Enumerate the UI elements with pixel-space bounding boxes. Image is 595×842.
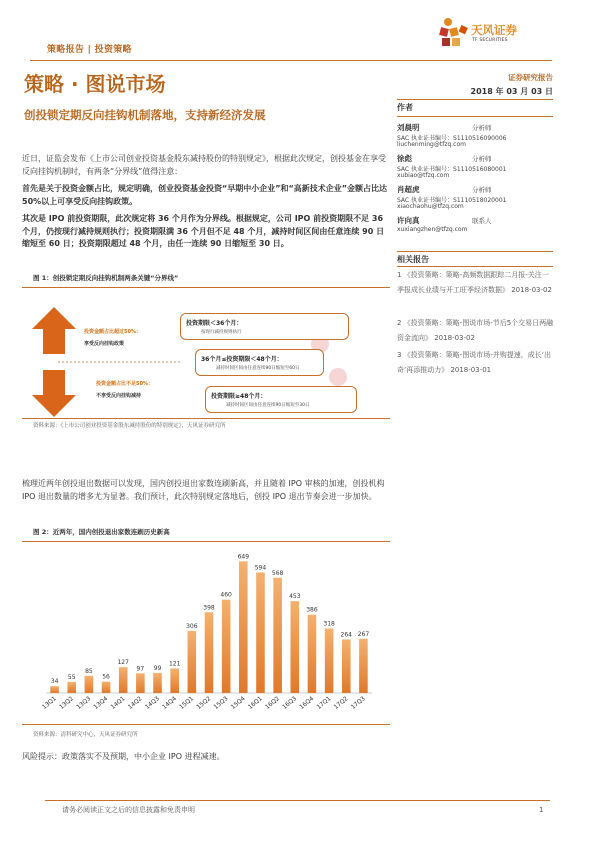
bar-value-label: 649	[237, 553, 250, 561]
bar-value-label: 85	[85, 667, 93, 675]
authors-divider-bottom	[397, 116, 553, 117]
down-label-line1: 投资金额占比不足50%：	[96, 381, 153, 387]
bar-value-label: 127	[117, 659, 129, 667]
bar	[273, 578, 282, 693]
bar-value-label: 318	[323, 620, 335, 628]
bar	[325, 628, 334, 693]
bar-value-label: 121	[168, 660, 181, 668]
bar	[85, 676, 94, 693]
related-report-link[interactable]: 3 《投资策略：策略-图说市场-并购提速，成长‘出奇’再添推动力》 2018-03-01	[397, 351, 551, 374]
bar-value-label: 398	[203, 604, 215, 612]
x-tick-label: 13Q3	[75, 695, 93, 711]
author-email[interactable]: liuchenming@tfzq.com	[397, 141, 466, 148]
bar	[188, 631, 197, 693]
authors-heading: 作者	[397, 103, 413, 112]
x-tick-label: 17Q1	[315, 695, 333, 711]
bar-value-label: 97	[136, 665, 145, 673]
author-email[interactable]: xuxiangzhen@tfzq.com	[397, 226, 468, 233]
body-paragraph-bold: 其次是 IPO 前投资期限，此次规定将 36 个月作为分界线。根据规定，公司 IPO 前投资期限不足 36 个月，仍按现行减持规则执行；投资期限满 36 个月但不足 48 个月，减持时间区间由任意连续 90 日缩短至 60 日；投资期限超过 48 个月，由任一连续 90 日缩短至 30 日。	[22, 214, 385, 248]
x-tick-label: 13Q1	[40, 695, 58, 711]
period-box-under-36	[180, 313, 349, 340]
x-tick-label: 14Q3	[143, 695, 161, 711]
box-title: 36个月≤投资期限＜48个月：	[201, 356, 283, 363]
related-divider-bottom	[397, 266, 553, 267]
bar	[136, 673, 145, 693]
period-box-36-48	[195, 349, 324, 376]
arrow-up-icon	[32, 307, 76, 354]
bar-value-label: 267	[357, 630, 370, 638]
bar-value-label: 264	[340, 631, 352, 639]
bar	[205, 612, 214, 693]
bar	[342, 639, 351, 693]
x-tick-label: 17Q3	[349, 695, 367, 711]
x-tick-label: 15Q2	[195, 695, 213, 711]
author-name: 许向真	[397, 216, 420, 225]
author-name: 肖超虎	[397, 185, 420, 194]
bar-value-label: 594	[254, 564, 267, 572]
page-number: 1	[539, 806, 544, 814]
bar	[359, 639, 368, 693]
bar	[256, 573, 265, 693]
author-role: 分析师	[472, 186, 492, 194]
author-cert: SAC 执业证书编号：S1110516080001	[397, 166, 507, 173]
author-role: 分析师	[472, 155, 492, 163]
body-paragraph-bold: 首先是关于投资金额占比，规定明确，创业投资基金投资“早期中小企业”和“高新技术企业”金额占比达 50%以上可享受反向挂钩政策。	[22, 184, 388, 206]
author-email[interactable]: xiaochaohu@tfzq.com	[397, 203, 464, 210]
author-name: 刘晨明	[397, 123, 420, 132]
bar	[153, 673, 162, 693]
bar-value-label: 34	[50, 678, 59, 686]
header-divider	[30, 60, 552, 61]
bar-value-label: 56	[102, 673, 110, 681]
box-title: 投资期限≥48个月：	[211, 393, 267, 400]
author-name: 徐彪	[397, 154, 412, 163]
x-tick-label: 15Q1	[178, 695, 196, 711]
up-label-line1: 投资金额占比超过50%：	[84, 329, 141, 335]
logo-english-name: TF SECURITIES	[472, 38, 508, 43]
x-tick-label: 16Q4	[298, 695, 316, 711]
figure2-source: 资料来源：清科研究中心，天风证券研究所	[33, 732, 138, 738]
body-paragraph: 近日，证监会发布《上市公司创业投资基金股东减持股份的特别规定》，根据此次规定，创投基金在享受反向挂钩机制时，有两条“分界线”值得注意：	[22, 154, 386, 176]
arrow-down-icon	[32, 370, 76, 417]
bar	[119, 667, 128, 693]
author-role: 联系人	[472, 217, 492, 225]
author-email[interactable]: xubiao@tfzq.com	[397, 172, 450, 179]
period-box-over-48	[205, 386, 357, 413]
x-tick-label: 15Q3	[212, 695, 230, 711]
bar-value-label: 386	[306, 606, 318, 614]
box-subtitle: 按现行减持规则执行	[201, 330, 242, 335]
bar	[291, 601, 300, 693]
body-paragraph: 梳理近两年创投退出数据可以发现，国内创投退出家数连刷新高，并且随着 IPO 审核的加速，创投机构 IPO 退出数量的增多尤为显著。我们预计，此次特别规定落地后，创投 IPO 退出节奏会进一步加快。	[22, 479, 385, 501]
x-tick-label: 13Q4	[92, 695, 110, 711]
bar-value-label: 306	[186, 622, 198, 630]
bar-value-label: 99	[153, 664, 162, 672]
report-date: 2018 年 03 月 03 日	[470, 87, 553, 96]
figure1-caption-divider	[22, 287, 390, 288]
down-label-line2: 不享受反向挂钩减持	[96, 393, 142, 399]
figure2-bottom-divider	[22, 724, 390, 725]
figure2-caption-divider	[22, 541, 390, 542]
logo-mark-icon	[439, 18, 468, 46]
footer-disclaimer[interactable]: 请务必阅读正文之后的信息披露和免责申明	[62, 806, 195, 814]
authors-divider	[397, 99, 553, 100]
footer-divider	[45, 800, 550, 801]
page-title: 策略 · 图说市场	[24, 72, 166, 96]
x-tick-label: 14Q1	[109, 695, 127, 711]
risk-warning: 风险提示：政策落实不及预期，中小企业 IPO 进程减速。	[22, 752, 225, 761]
report-section-header: 策略报告 | 投资策略	[47, 45, 132, 55]
connector-circle-icon	[329, 368, 347, 386]
bar-value-label: 460	[220, 591, 232, 599]
x-tick-label: 16Q1	[246, 695, 264, 711]
figure2-caption: 图 2：近两年，国内创投退出家数连刷历史新高	[33, 528, 170, 536]
report-type: 证券研究报告	[508, 73, 553, 82]
bar	[50, 686, 59, 693]
author-role: 分析师	[472, 124, 492, 132]
bar	[67, 682, 76, 693]
box-title: 投资期限＜36个月：	[186, 320, 243, 327]
bar	[308, 615, 317, 693]
bar-value-label: 55	[67, 673, 76, 681]
related-heading: 相关报告	[397, 255, 429, 264]
up-label-line2: 享受反向挂钩政策	[84, 341, 125, 347]
bar	[239, 561, 248, 693]
related-report-link[interactable]: 2 《投资策略：策略-图说市场-节后5个交易日两融资金流向》 2018-03-02	[397, 319, 554, 342]
related-report-link[interactable]: 1 《投资策略：策略-高频数据跟踪二月报-关注一季报成长业绩与开工旺季经济数据》 2018-03-02	[397, 271, 552, 294]
author-cert: SAC 执业证书编号：S1110518020001	[397, 197, 507, 204]
figure1-caption: 图 1：创投锁定期反向挂钩机制两条关键“分界线”	[33, 274, 179, 282]
x-tick-label: 16Q3	[281, 695, 299, 711]
logo-name: 天风证券	[471, 23, 517, 37]
box-subtitle: 减持时间区间由任意连续90日缩短至60日	[216, 366, 300, 371]
x-tick-label: 14Q2	[126, 695, 144, 711]
x-tick-label: 14Q4	[161, 695, 178, 711]
bar	[170, 668, 179, 693]
bar	[102, 682, 111, 693]
figure1-source: 资料来源：《上市公司创业投资基金股东减持股份的特别规定》，天风证券研究所	[33, 423, 226, 429]
author-cert: SAC 执业证书编号：S1110516090006	[397, 135, 507, 142]
page-subtitle: 创投锁定期反向挂钩机制落地，支持新经济发展	[24, 108, 266, 122]
bar	[222, 600, 231, 693]
x-tick-label: 17Q2	[332, 695, 350, 711]
bar-value-label: 453	[289, 593, 301, 601]
x-tick-label: 15Q4	[229, 695, 247, 711]
box-subtitle: 减持时间区间由任意连续90日缩短至30日	[226, 403, 310, 408]
bar-value-label: 568	[271, 569, 284, 577]
figure2-bar-chart	[22, 543, 390, 723]
x-tick-label: 13Q2	[58, 695, 76, 711]
related-divider	[397, 251, 553, 252]
x-tick-label: 16Q2	[264, 695, 281, 711]
figure1-bottom-divider	[22, 418, 390, 419]
